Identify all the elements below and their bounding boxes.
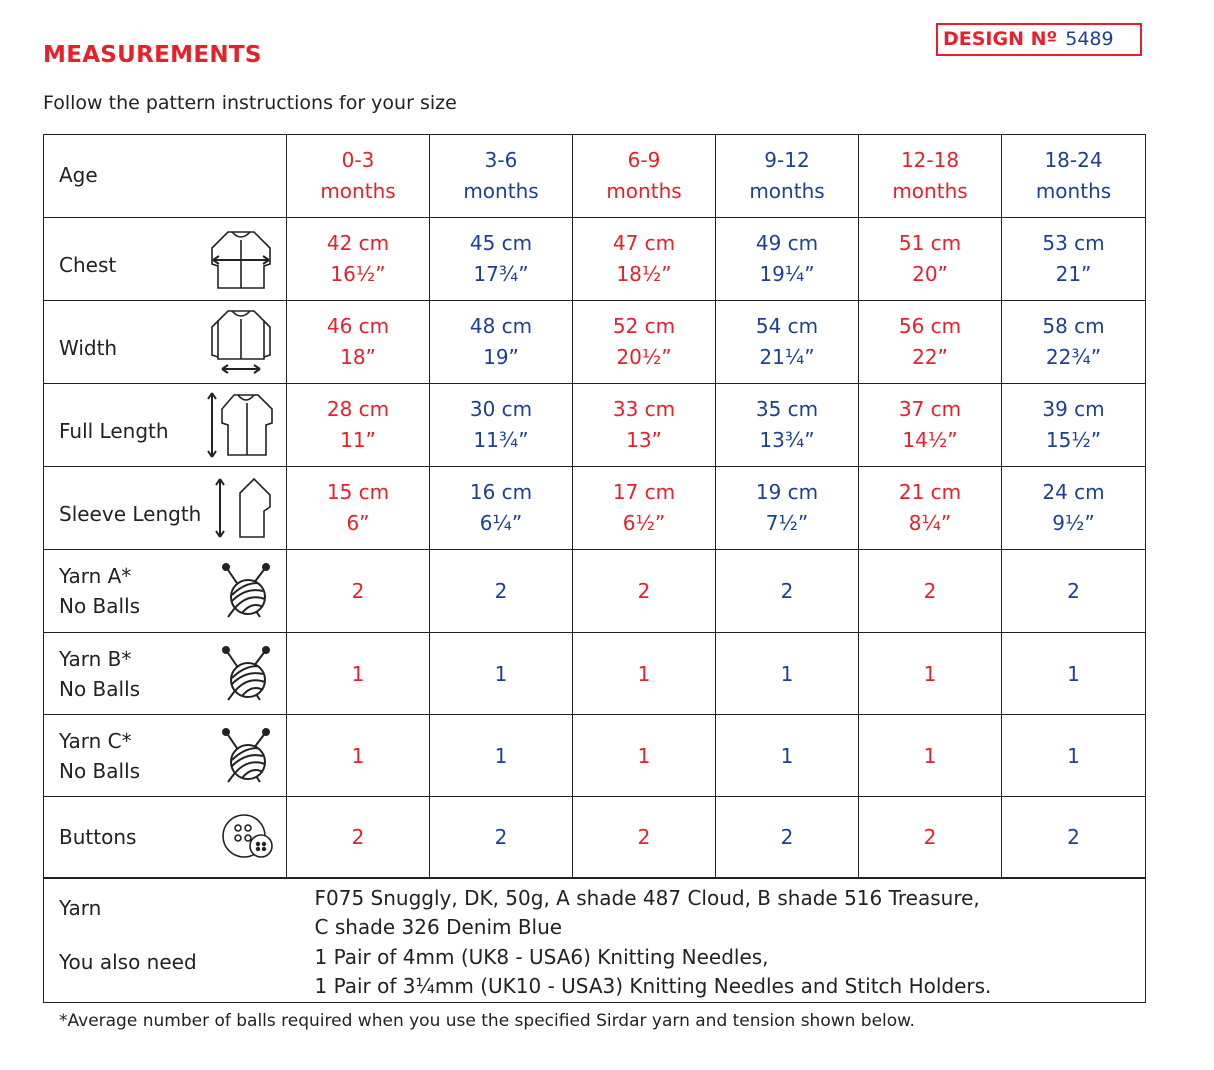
full-length-cell: 35 cm 13¾” [716,384,859,467]
sleeve-length-measure-icon [214,475,274,541]
sleeve-length-cell: 16 cm 6¼” [430,467,573,550]
full-length-row [44,384,1146,467]
size-cell: 18-24 months [1002,135,1146,218]
yarn-ball-icon [218,644,274,704]
yarn-a-cell: 2 [1002,550,1146,633]
buttons-row [44,797,1146,878]
buttons-cell: 2 [430,797,573,878]
yarn-c-cell: 1 [287,715,430,797]
chest-cell: 45 cm 17¾” [430,218,573,301]
full-length-cell: 30 cm 11¾” [430,384,573,467]
page-title: MEASUREMENTS [43,42,262,68]
button-icon [220,812,274,862]
size-cell: 3-6 months [430,135,573,218]
yarn-c-row [44,715,1146,797]
width-cell: 54 cm 21¼” [716,301,859,384]
yarn-a-cell: 2 [859,550,1002,633]
yarn-info: F075 Snuggly, DK, 50g, A shade 487 Cloud, B shade 516 Treasure, C shade 326 Denim Blue 1 Pair of 4mm (UK8 - USA6) Knitting Needles, 1 Pair of 3¼mm (UK10 - USA3) Knitting Needles and Stitch Holders. [287,878,1146,1003]
age-row [44,135,1146,218]
yarn-ball-icon [218,561,274,621]
size-cell: 6-9 months [573,135,716,218]
sleeve-length-cell: 19 cm 7½” [716,467,859,550]
width-cell: 52 cm 20½” [573,301,716,384]
size-cell: 0-3 months [287,135,430,218]
chest-cell: 47 cm 18½” [573,218,716,301]
buttons-cell: 2 [573,797,716,878]
design-number-box [936,23,1142,56]
sleeve-length-cell: 21 cm 8¼” [859,467,1002,550]
chest-cell: 53 cm 21” [1002,218,1146,301]
row-label: Full Length [44,384,287,467]
chest-measure-icon [208,226,274,292]
full-length-cell: 37 cm 14½” [859,384,1002,467]
width-cell: 46 cm 18” [287,301,430,384]
yarn-b-cell: 1 [287,633,430,715]
row-label: Yarn B* No Balls [44,633,287,715]
size-cell: 9-12 months [716,135,859,218]
yarn-b-cell: 1 [430,633,573,715]
row-label: Width [44,301,287,384]
row-label: Chest [44,218,287,301]
yarn-b-row [44,633,1146,715]
yarn-b-cell: 1 [716,633,859,715]
yarn-c-cell: 1 [573,715,716,797]
row-label: Yarn A* No Balls [44,550,287,633]
yarn-info-labels [44,878,287,1003]
measurements-table [43,134,1146,1003]
chest-cell: 51 cm 20” [859,218,1002,301]
row-label: Yarn C* No Balls [44,715,287,797]
yarn-a-cell: 2 [716,550,859,633]
design-number: 5489 [1065,28,1114,50]
size-cell: 12-18 months [859,135,1002,218]
width-measure-icon [208,307,274,377]
full-length-cell: 39 cm 15½” [1002,384,1146,467]
buttons-cell: 2 [716,797,859,878]
buttons-cell: 2 [1002,797,1146,878]
full-length-cell: 33 cm 13” [573,384,716,467]
yarn-info-row [44,878,1146,1003]
sleeve-length-cell: 15 cm 6” [287,467,430,550]
buttons-cell: 2 [859,797,1002,878]
yarn-c-cell: 1 [430,715,573,797]
yarn-label: Yarn [59,895,102,920]
chest-row [44,218,1146,301]
chest-cell: 49 cm 19¼” [716,218,859,301]
yarn-c-cell: 1 [1002,715,1146,797]
yarn-b-cell: 1 [573,633,716,715]
sleeve-length-cell: 17 cm 6½” [573,467,716,550]
chest-cell: 42 cm 16½” [287,218,430,301]
width-row [44,301,1146,384]
yarn-a-cell: 2 [287,550,430,633]
yarn-a-cell: 2 [430,550,573,633]
footnote: *Average number of balls required when you use the specified Sirdar yarn and tension shown below. [59,1011,915,1031]
yarn-b-cell: 1 [859,633,1002,715]
yarn-a-cell: 2 [573,550,716,633]
yarn-c-cell: 1 [716,715,859,797]
full-length-cell: 28 cm 11” [287,384,430,467]
design-label: DESIGN Nº [943,28,1058,50]
full-length-measure-icon [206,389,274,461]
age-label: Age [44,135,287,218]
sleeve-length-cell: 24 cm 9½” [1002,467,1146,550]
width-cell: 48 cm 19” [430,301,573,384]
yarn-a-row [44,550,1146,633]
width-cell: 56 cm 22” [859,301,1002,384]
sleeve-length-row [44,467,1146,550]
yarn-c-cell: 1 [859,715,1002,797]
yarn-ball-icon [218,726,274,786]
also-need-label: You also need [59,949,197,974]
yarn-b-cell: 1 [1002,633,1146,715]
subtitle: Follow the pattern instructions for your size [43,92,457,114]
row-label: Buttons [44,797,287,878]
width-cell: 58 cm 22¾” [1002,301,1146,384]
buttons-cell: 2 [287,797,430,878]
row-label: Sleeve Length [44,467,287,550]
